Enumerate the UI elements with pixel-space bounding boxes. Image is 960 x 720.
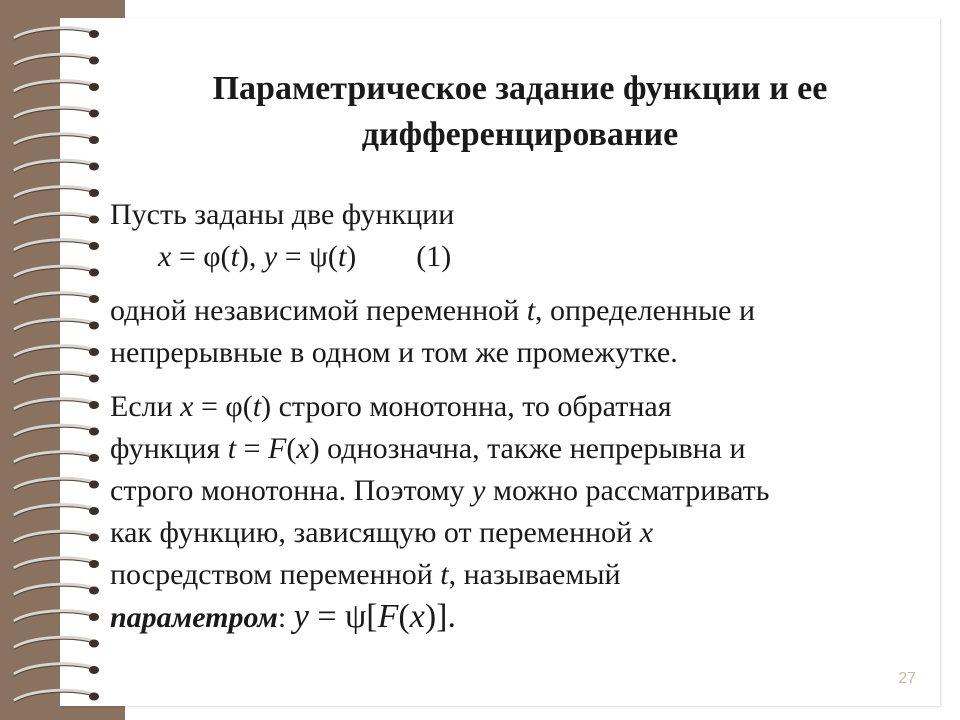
binding-hole	[89, 454, 99, 462]
binding-hole	[89, 30, 99, 38]
page-number: 27	[898, 670, 916, 687]
text: строго монотонна. Поэтому	[110, 474, 473, 507]
var-y: y	[472, 474, 486, 507]
binding-hole	[89, 640, 99, 648]
var-x: x	[639, 516, 654, 549]
var-y: y	[263, 240, 278, 273]
paragraph-independent	[110, 290, 930, 374]
paragraph-inverse	[110, 386, 930, 639]
spiral-ring	[14, 213, 96, 223]
binding-hole	[89, 295, 99, 303]
text: Если	[110, 390, 181, 423]
var-t: t	[337, 240, 347, 273]
text: , называемый	[448, 558, 621, 591]
spiral-ring	[14, 425, 96, 435]
spiral-ring	[14, 81, 96, 91]
binding-hole	[89, 322, 99, 330]
text: , определенные и	[535, 294, 756, 327]
binding-hole	[89, 401, 99, 409]
spiral-ring	[14, 690, 96, 700]
var-t: t	[526, 294, 536, 327]
spiral-ring	[14, 319, 96, 329]
var-t: t	[230, 240, 239, 273]
text: можно рассматривать	[485, 474, 770, 507]
text: = ψ[	[308, 598, 378, 635]
binding-hole	[89, 136, 99, 144]
var-y: y	[293, 598, 309, 635]
spiral-ring	[14, 160, 96, 170]
slide-title	[120, 66, 920, 158]
var-t: t	[252, 390, 262, 423]
var-F: F	[377, 598, 399, 635]
formula-part: = ψ(	[277, 240, 338, 273]
term-parameter: параметром	[110, 601, 278, 634]
text: непрерывные в одном и том же промежутке.	[110, 336, 678, 369]
spiral-ring	[14, 664, 96, 674]
binding-hole	[89, 375, 99, 383]
binding-hole	[89, 613, 99, 621]
formula-part: )	[346, 240, 357, 273]
formula-2	[294, 598, 456, 635]
binding-hole	[89, 189, 99, 197]
binding-hole	[89, 83, 99, 91]
spiral-ring	[14, 637, 96, 647]
paragraph-intro: Пусть заданы две функции	[110, 198, 455, 231]
binding-hole	[89, 534, 99, 542]
binding-hole	[89, 428, 99, 436]
var-x: x	[409, 598, 425, 635]
spiral-ring	[14, 28, 96, 38]
binding-hole	[89, 587, 99, 595]
spiral-ring	[14, 558, 96, 568]
spiral-ring	[14, 584, 96, 594]
formula-part: = φ(	[171, 240, 231, 273]
spiral-ring	[14, 187, 96, 197]
spiral-ring	[14, 505, 96, 515]
spiral-ring	[14, 107, 96, 117]
var-x: x	[296, 432, 310, 465]
spiral-ring	[14, 372, 96, 382]
var-x: x	[180, 390, 194, 423]
slide-body	[110, 194, 930, 639]
binding-hole	[89, 269, 99, 277]
binding-hole	[89, 507, 99, 515]
spiral-binding-icon	[0, 0, 125, 720]
text: = φ(	[193, 390, 253, 423]
spiral-ring	[14, 611, 96, 621]
text: (	[398, 598, 410, 635]
text: функция	[110, 432, 228, 465]
binding-hole	[89, 666, 99, 674]
spiral-ring	[14, 346, 96, 356]
binding-hole	[89, 560, 99, 568]
binding-hole	[89, 110, 99, 118]
title-line-1: Параметрическое задание функции и ее	[212, 70, 828, 107]
text: одной независимой переменной	[110, 294, 527, 327]
spiral-ring	[14, 478, 96, 488]
spiral-ring	[14, 134, 96, 144]
spiral-ring	[14, 240, 96, 250]
text: ) однозначна, также непрерывна и	[309, 432, 746, 465]
var-x: x	[158, 240, 172, 273]
text: =	[236, 432, 268, 465]
var-F: F	[268, 432, 287, 465]
var-t: t	[227, 432, 237, 465]
spiral-ring	[14, 399, 96, 409]
spiral-ring	[14, 531, 96, 541]
spiral-ring	[14, 293, 96, 303]
text: как функцию, зависящую от переменной	[110, 516, 640, 549]
title-line-2: дифференцирование	[361, 116, 679, 153]
formula-label: (1)	[416, 240, 452, 273]
binding-hole	[89, 57, 99, 65]
var-t: t	[440, 558, 449, 591]
spiral-ring	[14, 266, 96, 276]
formula-part: ),	[238, 240, 264, 273]
text: :	[277, 601, 294, 634]
spiral-ring	[14, 452, 96, 462]
binding-hole	[89, 481, 99, 489]
binding-hole	[89, 348, 99, 356]
text: ) строго монотонна, то обратная	[261, 390, 672, 423]
binding-hole	[89, 163, 99, 171]
text: (	[286, 432, 297, 465]
text: посредством переменной	[110, 558, 441, 591]
text: )].	[424, 598, 456, 635]
spiral-ring	[14, 54, 96, 64]
binding-hole	[89, 693, 99, 701]
binding-hole	[89, 242, 99, 250]
formula-1	[110, 236, 930, 278]
binding-hole	[89, 216, 99, 224]
